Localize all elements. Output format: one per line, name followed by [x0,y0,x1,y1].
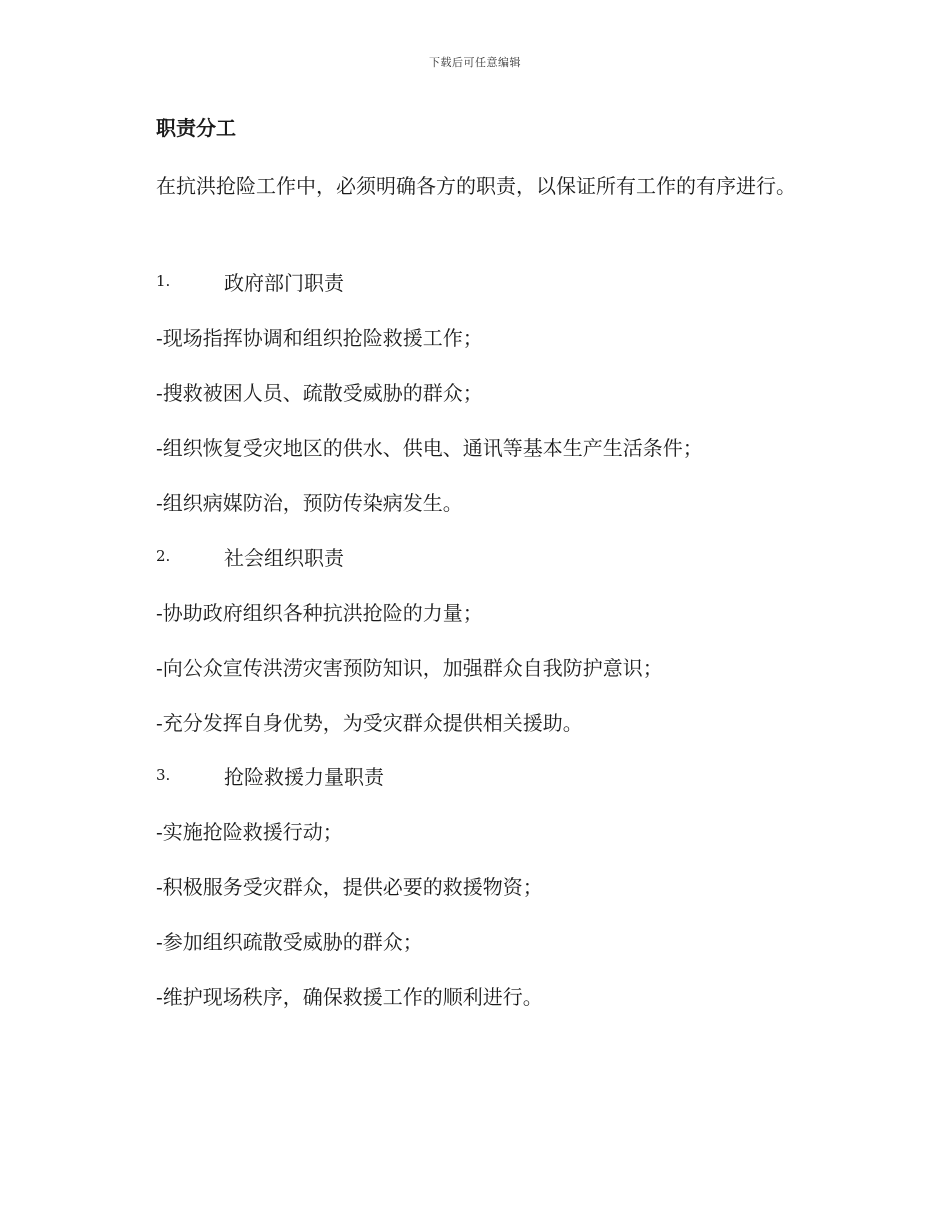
list-item: -现场指挥协调和组织抢险救援工作； [156,326,483,350]
section-title: 抢险救援力量职责 [224,765,384,789]
list-item: -组织恢复受灾地区的供水、供电、通讯等基本生产生活条件； [156,436,703,460]
list-item: -搜救被困人员、疏散受威胁的群众； [156,381,483,405]
list-item: -参加组织疏散受威胁的群众； [156,930,423,954]
list-item: -协助政府组织各种抗洪抢险的力量； [156,601,483,625]
section-number: 2. [156,547,171,565]
list-item: -组织病媒防治，预防传染病发生。 [156,491,463,515]
section-title: 政府部门职责 [224,271,344,295]
list-item: -维护现场秩序，确保救援工作的顺利进行。 [156,985,543,1009]
section-number: 1. [156,272,171,290]
list-item: -充分发挥自身优势，为受灾群众提供相关援助。 [156,711,583,735]
list-item: -积极服务受灾群众，提供必要的救援物资； [156,875,543,899]
page-header: 下载后可任意编辑 [429,56,521,69]
section-number: 3. [156,766,171,784]
list-item: -实施抢险救援行动； [156,820,343,844]
section-title: 社会组织职责 [224,546,344,570]
intro-paragraph: 在抗洪抢险工作中，必须明确各方的职责，以保证所有工作的有序进行。 [156,174,796,198]
list-item: -向公众宣传洪涝灾害预防知识，加强群众自我防护意识； [156,656,663,680]
document-title: 职责分工 [156,116,236,140]
